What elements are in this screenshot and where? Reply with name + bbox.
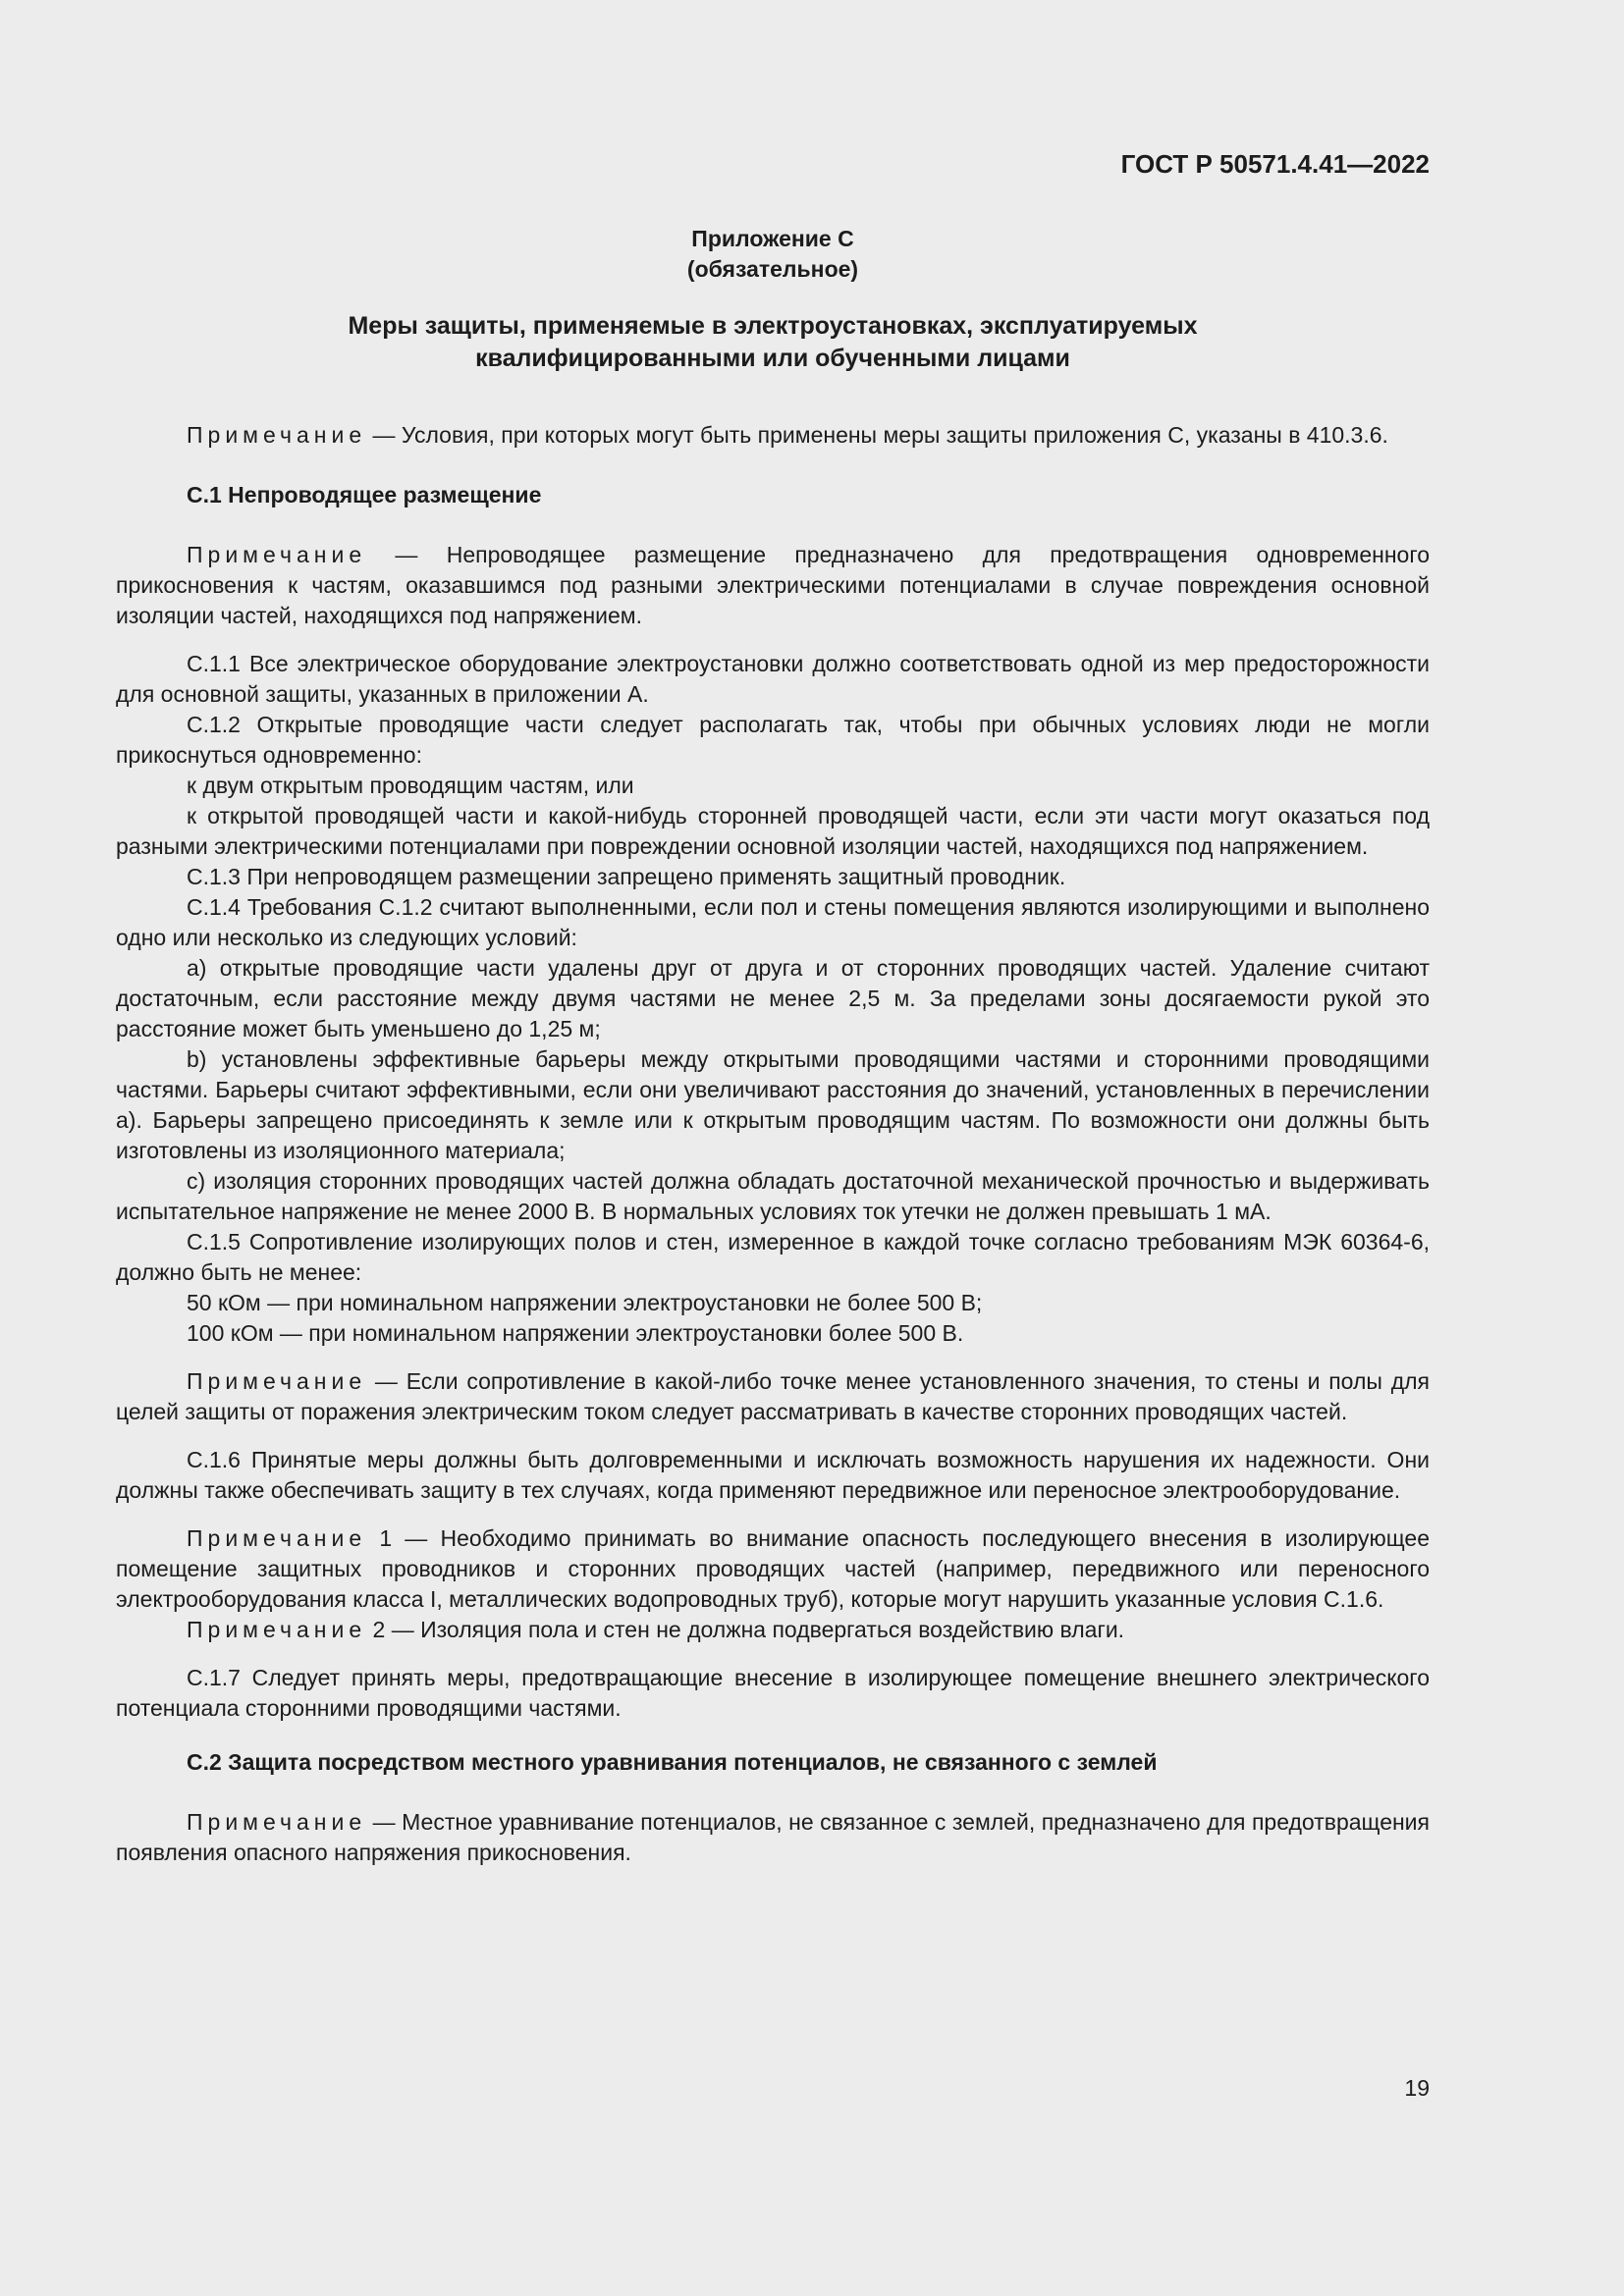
page-content: [116, 224, 1430, 1868]
note-text: — Условия, при которых могут быть применены меры защиты приложения С, указаны в 410.3.6.: [366, 422, 1388, 448]
note-text: — Непроводящее размещение предназначено для предотвращения одновременного прикосновения к частям, оказавшимся под разными электрическими потенциалами в случае повреждения основной изоляции частей, находящихся под напряжением.: [116, 542, 1430, 628]
clause-c-1-4: С.1.4 Требования С.1.2 считают выполненными, если пол и стены помещения являются изолирующими и выполнено одно или несколько из следующих условий:: [116, 894, 1430, 950]
note-label: Примечание: [187, 422, 367, 448]
clause-c-1-2-item-a: к двум открытым проводящим частям, или: [187, 773, 634, 798]
clause-c-1-6-note-1: [116, 1523, 1430, 1615]
note-label: Примечание: [187, 542, 367, 567]
clause-c-1-5-item-a: 50 кОм — при номинальном напряжении электроустановки не более 500 В;: [187, 1290, 983, 1315]
clause-c-1-6-note-2: [116, 1615, 1430, 1645]
annex-heading-line1: Меры защиты, применяемые в электроустановках, эксплуатируемых: [348, 312, 1198, 340]
clause-c-1-4-item-c: с) изоляция сторонних проводящих частей должна обладать достаточной механической прочностью и выдерживать испытательное напряжение не менее 2000 В. В нормальных условиях ток утечки не должен превышать 1 мА.: [116, 1168, 1430, 1224]
clause-c-1-5-note: [116, 1366, 1430, 1427]
clause-c-1-2-item-b: к открытой проводящей части и какой-нибудь сторонней проводящей части, если эти части могут оказаться под разными электрическими потенциалами при повреждении основной изоляции частей, находящихся под напряжением.: [116, 803, 1430, 859]
section-c1-note: [116, 540, 1430, 631]
note-label: Примечание: [187, 1368, 367, 1394]
clause-c-1-7: С.1.7 Следует принять меры, предотвращающие внесение в изолирующее помещение внешнего электрического потенциала сторонними проводящими частями.: [116, 1665, 1430, 1721]
section-heading-c2: С.2 Защита посредством местного уравнивания потенциалов, не связанного с землей: [187, 1749, 1158, 1775]
note-label: Примечание: [187, 1525, 367, 1551]
clause-c-1-5: С.1.5 Сопротивление изолирующих полов и стен, измеренное в каждой точке согласно требованиям МЭК 60364-6, должно быть не менее:: [116, 1229, 1430, 1285]
clause-c-1-1: С.1.1 Все электрическое оборудование электроустановки должно соответствовать одной из мер предосторожности для основной защиты, указанных в приложении А.: [116, 651, 1430, 707]
page-number: 19: [1404, 2075, 1430, 2101]
clause-c-1-4-item-b: b) установлены эффективные барьеры между открытыми проводящими частями и сторонними проводящими частями. Барьеры считают эффективными, если они увеличивают расстояния до значений, установленных в перечислении а). Барьеры запрещено присоединять к земле или к открытым проводящим частям. По возможности они должны быть изготовлены из изоляционного материала;: [116, 1046, 1430, 1163]
clause-c-1-2: С.1.2 Открытые проводящие части следует располагать так, чтобы при обычных условиях люди не могли прикоснуться одновременно:: [116, 712, 1430, 768]
section-c2-note: [116, 1807, 1430, 1868]
note-label: Примечание: [187, 1617, 367, 1642]
note-text: — Если сопротивление в какой-либо точке менее установленного значения, то стены и полы для целей защиты от поражения электрическим током следует рассматривать в качестве сторонних проводящих частей.: [116, 1368, 1430, 1424]
note-text: 1 — Необходимо принимать во внимание опасность последующего внесения в изолирующее помещение защитных проводников и сторонних проводящих частей (например, передвижного или переносного электрооборудования класса I, металлических водопроводных труб), которые могут нарушить указанные условия С.1.6.: [116, 1525, 1430, 1612]
note-text: 2 — Изоляция пола и стен не должна подвергаться воздействию влаги.: [366, 1617, 1125, 1642]
annex-status: (обязательное): [686, 256, 859, 282]
annex-heading: [116, 310, 1430, 375]
note-text: — Местное уравнивание потенциалов, не связанное с землей, предназначено для предотвращения появления опасного напряжения прикосновения.: [116, 1809, 1430, 1865]
annex-title: Приложение С: [691, 226, 854, 251]
annex-heading-line2: квалифицированными или обученными лицами: [475, 345, 1070, 372]
clause-c-1-4-item-a: а) открытые проводящие части удалены друг от друга и от сторонних проводящих частей. Удаление считают достаточным, если расстояние между двумя частями не менее 2,5 м. За пределами зоны досягаемости рукой это расстояние может быть уменьшено до 1,25 м;: [116, 955, 1430, 1041]
note-label: Примечание: [187, 1809, 367, 1835]
clause-c-1-5-item-b: 100 кОм — при номинальном напряжении электроустановки более 500 В.: [187, 1320, 964, 1346]
clause-c-1-3: С.1.3 При непроводящем размещении запрещено применять защитный проводник.: [187, 864, 1066, 889]
clause-c-1-6: С.1.6 Принятые меры должны быть долговременными и исключать возможность нарушения их надежности. Они должны также обеспечивать защиту в тех случаях, когда применяют передвижное или переносное электрооборудование.: [116, 1447, 1430, 1503]
intro-note: [116, 420, 1430, 451]
document-code: ГОСТ Р 50571.4.41—2022: [1120, 149, 1430, 179]
section-heading-c1: С.1 Непроводящее размещение: [187, 482, 542, 507]
